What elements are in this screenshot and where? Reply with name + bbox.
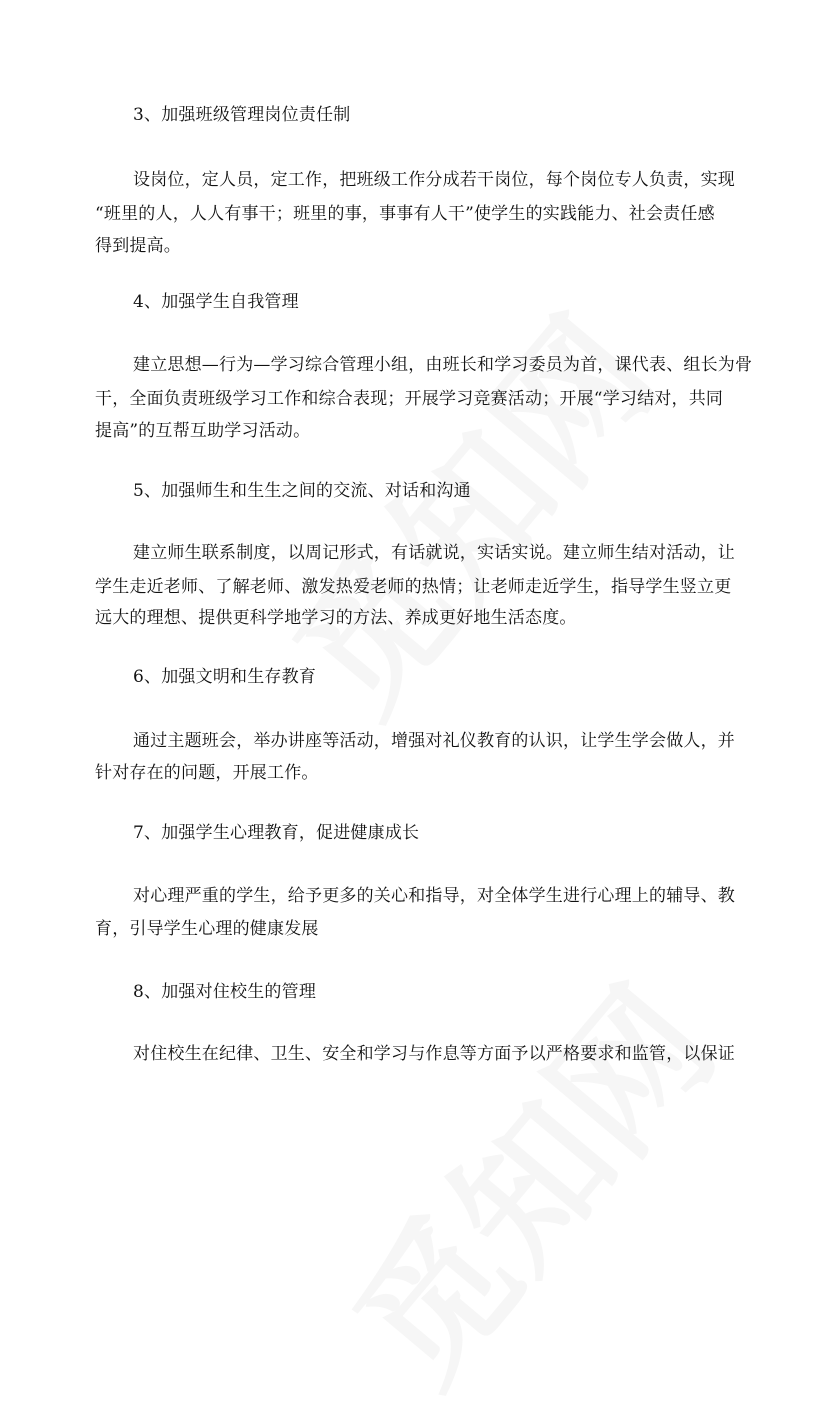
- paragraph-line: 设岗位，定人员，定工作，把班级工作分成若干岗位，每个岗位专人负责，实现: [133, 170, 735, 190]
- paragraph-line: 育，引导学生心理的健康发展: [95, 919, 319, 939]
- paragraph-line: 对心理严重的学生，给予更多的关心和指导，对全体学生进行心理上的辅导、教: [133, 886, 735, 906]
- paragraph-line: 干，全面负责班级学习工作和综合表现；开展学习竞赛活动；开展“学习结对，共同: [95, 389, 724, 409]
- section-heading: 7、加强学生心理教育，促进健康成长: [133, 823, 420, 843]
- paragraph-line: 得到提高。: [95, 236, 181, 256]
- paragraph-line: 针对存在的问题，开展工作。: [95, 763, 319, 783]
- paragraph-line: 建立师生联系制度，以周记形式，有话就说，实话实说。建立师生结对活动，让: [133, 543, 735, 563]
- section-heading: 6、加强文明和生存教育: [133, 667, 317, 687]
- section-heading: 4、加强学生自我管理: [133, 292, 299, 312]
- paragraph-line: 远大的理想、提供更科学地学习的方法、养成更好地生活态度。: [95, 608, 577, 628]
- paragraph-line: 提高”的互帮互助学习活动。: [95, 421, 311, 441]
- watermark: [298, 936, 753, 1420]
- paragraph-line: 对住校生在纪律、卫生、安全和学习与作息等方面予以严格要求和监管，以保证: [133, 1044, 735, 1064]
- paragraph-line: 通过主题班会，举办讲座等活动，增强对礼仪教育的认识，让学生学会做人，并: [133, 731, 735, 751]
- section-heading: 5、加强师生和生生之间的交流、对话和沟通: [133, 481, 471, 501]
- section-heading: 3、加强班级管理岗位责任制: [133, 105, 351, 125]
- paragraph-line: 建立思想—行为—学习综合管理小组，由班长和学习委员为首，课代表、组长为骨: [133, 355, 753, 375]
- section-heading: 8、加强对住校生的管理: [133, 982, 317, 1002]
- paragraph-line: 学生走近老师、了解老师、激发热爱老师的热情；让老师走近学生，指导学生竖立更: [95, 577, 732, 597]
- paragraph-line: “班里的人，人人有事干；班里的事，事事有人干”使学生的实践能力、社会责任感: [95, 204, 715, 224]
